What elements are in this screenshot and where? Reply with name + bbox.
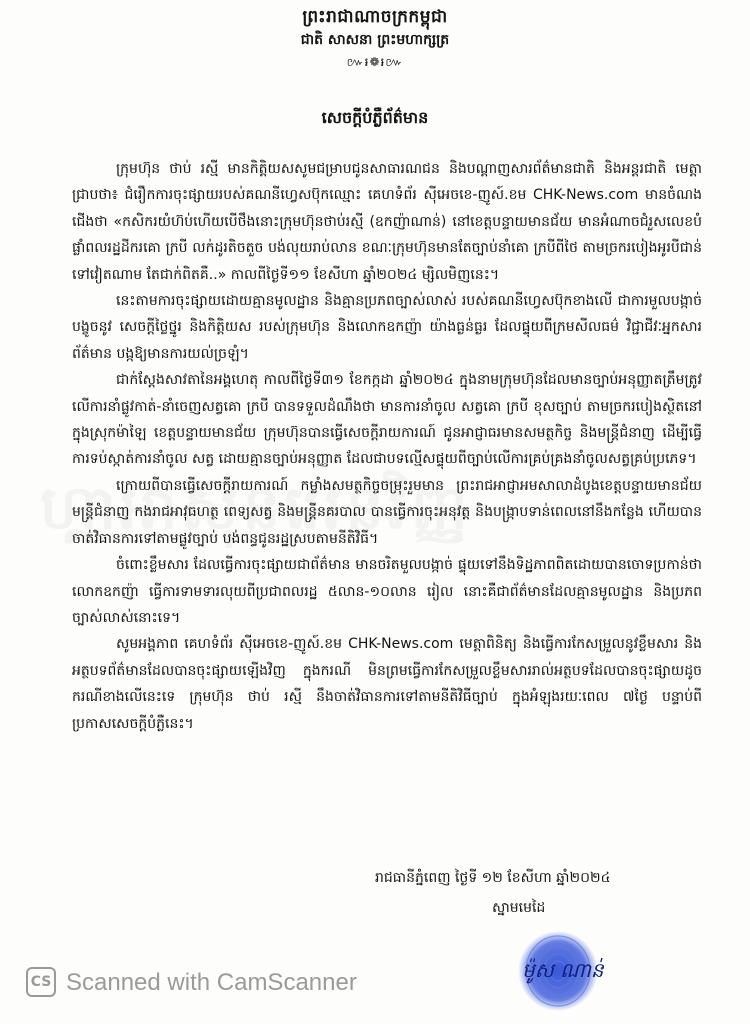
- paragraph-4: ក្រោយពីបានធ្វើសេចក្តីរាយការណ៍ កម្លាំងសមត្ថកិច្ចចម្រុះរួមមាន ព្រះរាជអាជ្ញាអមសាលាដំបូងខេត្តបន្ទាយមានជ័យ មន្រ្តីជំនាញ កងរាជអាវុធហត្ថ ពេទ្យសត្វ និងមន្រ្តីនគរបាល បានធ្វើការចុះអនុវត្ត និងបង្ក្រាបទាន់ពេលនៅនឹងកន្លែង ហើយបានចាត់វិធានការទៅតាមផ្លូវច្បាប់ បង់ពន្ធជូនរដ្ឋស្របតាមនីតិវិធី។: [72, 477, 702, 547]
- document-body: [72, 156, 702, 737]
- camscanner-logo: CS: [26, 967, 56, 997]
- kingdom-heading: ព្រះរាជាណាចក្រកម្ពុជា: [302, 7, 448, 27]
- paragraph-2: នេះតាមការចុះផ្សាយដោយគ្មានមូលដ្ឋាន និងគ្មានប្រភពច្បាស់លាស់ របស់គណនីហ្វេសប៊ុកខាងលើ ជាការមួលបង្កាច់បង្ខូចនូវ សេចក្តីថ្លៃថ្នូរ និងកិត្តិយស របស់ក្រុមហ៊ុន និងលោកឧកញ៉ា យ៉ាងធ្ងន់ធ្ងរ ដែលផ្ទុយពីក្រមសីលធម៌ វិជ្ជាជីវៈអ្នកសារព័ត៌មាន បង្កឱ្យមានការយល់ច្រឡំ។: [72, 293, 702, 362]
- document-header: [0, 6, 750, 70]
- fingerprint-signature: [500, 925, 650, 1015]
- document-title: សេចក្តីបំភ្លឺព័ត៌មាន: [321, 108, 429, 127]
- paragraph-1: ក្រុមហ៊ុន ថាប់ រស្មី មានកិត្តិយសសូមជម្រាបជូនសាធារណជន និងបណ្តាញសារព័ត៌មានជាតិ និងអន្តរជាតិ មេត្តាជ្រាបថា៖ ជំរឿកការចុះផ្សាយរបស់គណនីហ្វេសប៊ុកឈ្មោះ គេហទំព័រ ស៊ីអេចខេ-ញូស៍.ខម CHK-News.com មានចំណងជើងថា «កសិករយំហ៊ប់ហើយបើថឹងនោះក្រុមហ៊ុនថាប់រស្មី (ឧកញ៉ាណាន់) នៅខេត្តបន្ទាយមានជ័យ មានអំណាចជំរួសលេខបំផ្លាំពលរដ្ឋដីករគោ ក្របី លក់ដូរតិចតួច បង់លុយរាប់លាន ខណៈក្រុមហ៊ុនមានតែច្បាប់នាំគោ ក្របីពីថៃ តាមច្រករបៀងអូរបីជាន់ ទៅវៀតណាម តែជាក់ពិតគឺ..» កាលពីថ្ងៃទី១១ ខែសីហា ឆ្នាំ២០២៤ ម្សិលមិញនេះ។: [72, 161, 702, 283]
- date-location-line: រាជធានីភ្នំពេញ ថ្ងៃទី ១២ ខែសីហា ឆ្នាំ២០២៤: [375, 870, 611, 886]
- handwritten-signature: ម៉ូស ណាន់: [522, 958, 604, 982]
- signature-label: ស្នាមមេដៃ: [492, 900, 546, 916]
- camscanner-label: Scanned with CamScanner: [66, 969, 357, 996]
- header-ornament: ៚៛❁៛៚: [346, 55, 404, 69]
- national-motto: ជាតិ សាសនា ព្រះមហាក្សត្រ: [300, 32, 450, 48]
- paragraph-5: ចំពោះខ្លឹមសារ ដែលធ្វើការចុះផ្សាយជាព័ត៌មាន មានចរិតមួលបង្កាច់ ផ្ទុយទៅនឹងទិដ្ឋភាពពិតដោយបានចោទប្រកាន់ថា លោកឧកញ៉ា ធ្វើការទាមទារលុយពីប្រជាពលរដ្ឋ ៥លាន-១០លាន រៀល នោះគឺជាព័ត៌មានដែលគ្មានមូលដ្ឋាន និងប្រភពច្បាស់លាស់នោះទេ។: [72, 557, 702, 626]
- paragraph-3: ជាក់ស្តែងសាវតានៃអង្គហេតុ កាលពីថ្ងៃទី៣១ ខែកក្កដា ឆ្នាំ២០២៤ ក្នុងនាមក្រុមហ៊ុនដែលមានច្បាប់អនុញ្ញាតត្រឹមត្រូវលើការនាំផ្លូវកាត់-នាំចេញសត្វគោ ក្របី បានទទួលដំណឹងថា មានការនាំចូល សត្វគោ ក្របី ខុសច្បាប់ តាមច្រករបៀងស្ថិតនៅក្នុងស្រុកម៉ាឡៃ ខេត្តបន្ទាយមានជ័យ ក្រុមហ៊ុនបានធ្វើសេចក្តីរាយការណ៍ ជូនអាជ្ញាធរមានសមត្ថកិច្ច និងមន្រ្តីជំនាញ ដើម្បីធ្វើការទប់ស្កាត់ការនាំចូល សត្វ ដោយគ្មានច្បាប់អនុញ្ញាត ដែលជាបទល្មើសផ្ទុយពីច្បាប់លើការគ្រប់គ្រងនាំចូលសត្វគ្រប់ប្រភេទ។: [72, 372, 702, 468]
- paragraph-6: សូមអង្គភាព គេហទំព័រ ស៊ីអេចខេ-ញូស៍.ខម CHK-News.com មេត្តាពិនិត្យ និងធ្វើការកែសម្រួលនូវខ្លឹមសារ និងអត្ថបទព័ត៌មានដែលបានចុះផ្សាយឡើងវិញ ក្នុងករណី មិនព្រមធ្វើការកែសម្រួលខ្លឹមសាររាល់អត្ថបទដែលបានចុះផ្សាយដូចករណីខាងលើនេះទេ ក្រុមហ៊ុន ថាប់ រស្មី នឹងចាត់វិធានការទៅតាមនីតិវិធីច្បាប់ ក្នុងអំឡុងរយៈពេល ៧ថ្ងៃ បន្ទាប់ពីប្រកាសសេចក្តីបំភ្លឺនេះ។: [72, 636, 702, 732]
